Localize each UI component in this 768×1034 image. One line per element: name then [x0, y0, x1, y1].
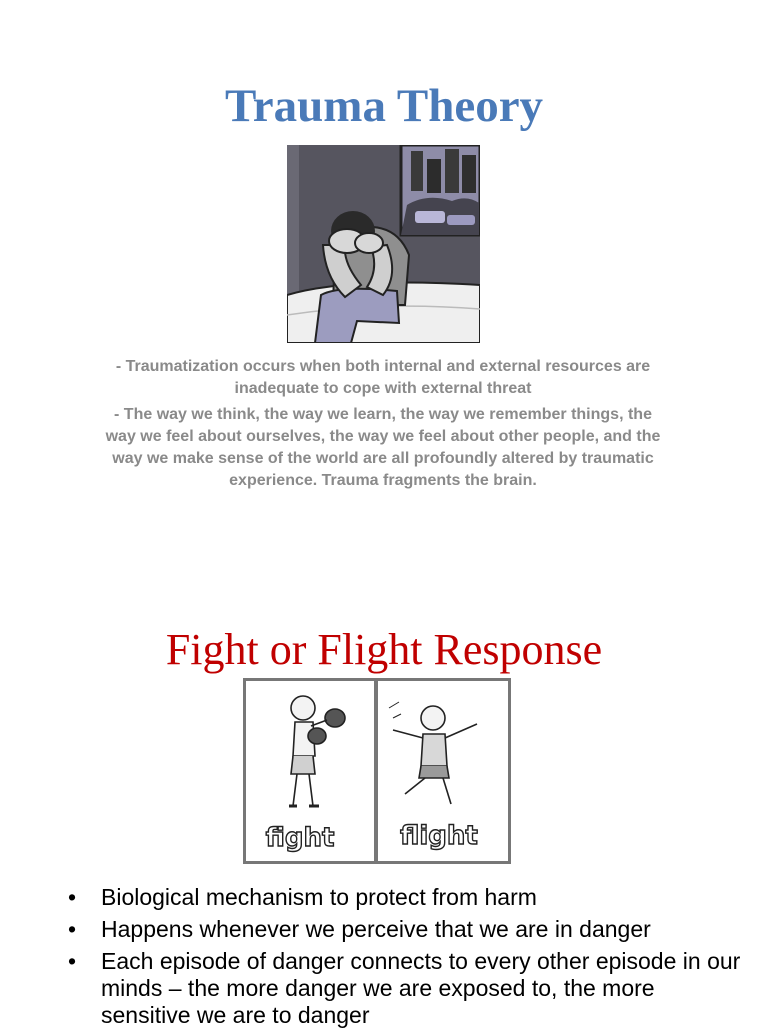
fight-or-flight-title: Fight or Flight Response [165, 625, 603, 674]
trauma-effects-text: - The way we think, the way we learn, the way we remember things, the way we feel about ourselves, the way we feel about other people, and the way we make sense of the world are all profoundly altered by traumatic experience. Trauma fragments the brain. [105, 406, 661, 489]
bullet-icon: • [68, 884, 77, 910]
bullet-text: Each episode of danger connects to every other episode in our minds – the more danger we are exposed to, the more sensitive we are to danger [101, 948, 741, 1028]
fight-flight-illustration [243, 678, 511, 864]
bullet-icon: • [68, 916, 77, 942]
bullet-icon: • [68, 948, 77, 974]
list-item [68, 948, 748, 1029]
flight-label: flight [400, 821, 478, 851]
distressed-man-illustration [287, 145, 480, 343]
trauma-theory-title: Trauma Theory [224, 80, 544, 132]
bullet-text: Happens whenever we perceive that we are in danger [101, 916, 651, 942]
bullet-text: Biological mechanism to protect from harm [101, 884, 537, 910]
list-item [68, 916, 748, 943]
fight-flight-bullet-list [68, 884, 748, 1034]
list-item [68, 884, 748, 911]
trauma-definition-text: - Traumatization occurs when both internal and external resources are inadequate to cope with external threat [115, 358, 651, 397]
fight-label: fight [265, 823, 335, 853]
